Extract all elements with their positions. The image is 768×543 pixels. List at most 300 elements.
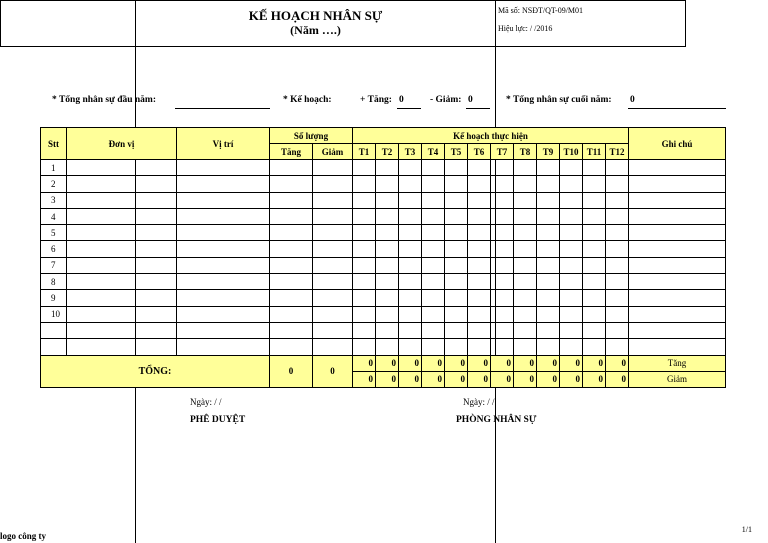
table-cell[interactable] (537, 208, 560, 224)
page-number: 1/1 (741, 525, 752, 534)
table-cell[interactable] (629, 225, 726, 241)
increase-field[interactable] (397, 108, 421, 109)
table-cell[interactable] (353, 339, 376, 356)
table-cell[interactable] (422, 192, 445, 208)
table-cell[interactable] (606, 208, 629, 224)
row-stt: 9 (41, 290, 67, 306)
table-cell[interactable] (537, 225, 560, 241)
col-header-month: T9 (537, 144, 560, 160)
month-total-decrease: 0 (445, 371, 468, 387)
month-total-increase: 0 (491, 355, 514, 371)
row-stt (41, 322, 67, 339)
table-cell[interactable] (491, 192, 514, 208)
table-cell[interactable] (313, 192, 353, 208)
table-row (41, 176, 726, 192)
table-cell[interactable] (313, 306, 353, 322)
table-cell[interactable] (491, 160, 514, 176)
table-row (41, 257, 726, 273)
col-header-month: T5 (445, 144, 468, 160)
table-cell[interactable] (583, 339, 606, 356)
table-cell[interactable] (177, 274, 270, 290)
table-cell[interactable] (422, 290, 445, 306)
table-cell[interactable] (491, 241, 514, 257)
table-cell[interactable] (606, 290, 629, 306)
table-cell[interactable] (606, 192, 629, 208)
table-cell[interactable] (560, 274, 583, 290)
total-row-increase (41, 355, 726, 371)
table-cell[interactable] (560, 339, 583, 356)
month-total-increase: 0 (468, 355, 491, 371)
row-stt: 7 (41, 257, 67, 273)
col-header-quantity: Số lượng (270, 128, 353, 144)
table-cell[interactable] (629, 339, 726, 356)
month-total-increase: 0 (353, 355, 376, 371)
table-cell[interactable] (583, 160, 606, 176)
table-cell[interactable] (560, 306, 583, 322)
row-stt: 4 (41, 208, 67, 224)
table-cell[interactable] (629, 274, 726, 290)
table-cell[interactable] (514, 322, 537, 339)
table-cell[interactable] (313, 241, 353, 257)
table-cell[interactable] (537, 274, 560, 290)
table-cell[interactable] (353, 274, 376, 290)
table-cell[interactable] (445, 322, 468, 339)
table-cell[interactable] (514, 274, 537, 290)
table-cell[interactable] (177, 322, 270, 339)
table-row (41, 241, 726, 257)
table-cell[interactable] (177, 208, 270, 224)
end-headcount-value: 0 (630, 95, 635, 105)
col-header-month: T11 (583, 144, 606, 160)
table-cell[interactable] (270, 225, 313, 241)
table-cell[interactable] (270, 290, 313, 306)
table-cell[interactable] (583, 208, 606, 224)
table-cell[interactable] (177, 225, 270, 241)
increase-label: + Tăng: (360, 95, 392, 105)
table-cell[interactable] (468, 192, 491, 208)
total-label: TỔNG: (41, 355, 270, 387)
total-decrease: 0 (313, 355, 353, 387)
row-stt: 5 (41, 225, 67, 241)
table-cell[interactable] (514, 225, 537, 241)
hr-signature-label: PHÒNG NHÂN SỰ (456, 415, 537, 425)
table-cell[interactable] (270, 322, 313, 339)
table-cell[interactable] (468, 274, 491, 290)
table-cell[interactable] (67, 225, 177, 241)
document-title: KẾ HOẠCH NHÂN SỰ (248, 8, 383, 23)
table-cell[interactable] (468, 176, 491, 192)
table-cell[interactable] (353, 225, 376, 241)
table-cell[interactable] (313, 160, 353, 176)
table-row (41, 290, 726, 306)
table-cell[interactable] (177, 339, 270, 356)
table-cell[interactable] (583, 241, 606, 257)
table-cell[interactable] (583, 274, 606, 290)
table-cell[interactable] (177, 241, 270, 257)
table-cell[interactable] (376, 290, 399, 306)
table-cell[interactable] (606, 160, 629, 176)
table-cell[interactable] (491, 322, 514, 339)
table-cell[interactable] (514, 290, 537, 306)
table-cell[interactable] (583, 257, 606, 273)
table-cell[interactable] (514, 339, 537, 356)
table-cell[interactable] (422, 176, 445, 192)
table-cell[interactable] (399, 339, 422, 356)
table-cell[interactable] (560, 160, 583, 176)
table-cell[interactable] (445, 176, 468, 192)
table-cell[interactable] (422, 274, 445, 290)
table-cell[interactable] (583, 306, 606, 322)
table-cell[interactable] (177, 192, 270, 208)
table-row (41, 322, 726, 339)
month-total-decrease: 0 (399, 371, 422, 387)
table-cell[interactable] (399, 241, 422, 257)
table-cell[interactable] (422, 225, 445, 241)
month-total-decrease: 0 (422, 371, 445, 387)
table-cell[interactable] (270, 241, 313, 257)
table-cell[interactable] (445, 274, 468, 290)
table-cell[interactable] (629, 160, 726, 176)
month-total-increase: 0 (606, 355, 629, 371)
table-cell[interactable] (422, 339, 445, 356)
table-cell[interactable] (177, 306, 270, 322)
col-header-month: T2 (376, 144, 399, 160)
table-cell[interactable] (514, 176, 537, 192)
table-cell[interactable] (560, 257, 583, 273)
table-cell[interactable] (606, 176, 629, 192)
col-header-month: T6 (468, 144, 491, 160)
table-cell[interactable] (491, 306, 514, 322)
end-headcount-field[interactable] (628, 108, 726, 109)
table-cell[interactable] (629, 257, 726, 273)
table-cell[interactable] (445, 241, 468, 257)
table-cell[interactable] (629, 290, 726, 306)
table-cell[interactable] (353, 322, 376, 339)
table-cell[interactable] (491, 290, 514, 306)
table-cell[interactable] (560, 176, 583, 192)
table-cell[interactable] (376, 225, 399, 241)
table-cell[interactable] (376, 257, 399, 273)
table-cell[interactable] (270, 274, 313, 290)
table-cell[interactable] (422, 241, 445, 257)
table-cell[interactable] (270, 208, 313, 224)
month-total-decrease: 0 (376, 371, 399, 387)
table-cell[interactable] (177, 257, 270, 273)
table-cell[interactable] (399, 322, 422, 339)
table-cell[interactable] (583, 290, 606, 306)
table-cell[interactable] (313, 322, 353, 339)
note-decrease: Giảm (629, 371, 726, 387)
table-cell[interactable] (629, 176, 726, 192)
month-total-increase: 0 (445, 355, 468, 371)
plan-label: * Kế hoạch: (283, 95, 332, 105)
table-cell[interactable] (67, 241, 177, 257)
table-cell[interactable] (67, 306, 177, 322)
document-code: Mã số: NSĐT/QT-09/M01 (498, 6, 584, 15)
table-cell[interactable] (353, 208, 376, 224)
row-stt: 6 (41, 241, 67, 257)
table-cell[interactable] (629, 241, 726, 257)
row-stt: 8 (41, 274, 67, 290)
table-cell[interactable] (629, 306, 726, 322)
col-header-increase: Tăng (270, 144, 313, 160)
month-total-increase: 0 (537, 355, 560, 371)
col-header-month: T1 (353, 144, 376, 160)
table-cell[interactable] (560, 208, 583, 224)
table-cell[interactable] (606, 322, 629, 339)
table-cell[interactable] (445, 192, 468, 208)
table-cell[interactable] (422, 257, 445, 273)
table-cell[interactable] (445, 225, 468, 241)
table-cell[interactable] (399, 192, 422, 208)
table-cell[interactable] (445, 339, 468, 356)
month-total-decrease: 0 (491, 371, 514, 387)
table-cell[interactable] (537, 322, 560, 339)
table-cell[interactable] (445, 257, 468, 273)
table-cell[interactable] (514, 241, 537, 257)
col-header-position: Vị trí (177, 128, 270, 160)
table-cell[interactable] (537, 257, 560, 273)
row-stt: 1 (41, 160, 67, 176)
table-cell[interactable] (606, 306, 629, 322)
document-year: (Năm ….) (290, 23, 341, 37)
table-cell[interactable] (353, 306, 376, 322)
company-logo-text: logo công ty (0, 531, 46, 541)
total-increase: 0 (270, 355, 313, 387)
table-row (41, 306, 726, 322)
month-total-decrease: 0 (560, 371, 583, 387)
table-cell[interactable] (491, 339, 514, 356)
table-cell[interactable] (445, 306, 468, 322)
table-cell[interactable] (67, 160, 177, 176)
col-header-stt: Stt (41, 128, 67, 160)
month-total-increase: 0 (514, 355, 537, 371)
col-header-plan: Kế hoạch thực hiện (353, 128, 629, 144)
table-cell[interactable] (583, 192, 606, 208)
month-total-decrease: 0 (606, 371, 629, 387)
month-total-increase: 0 (560, 355, 583, 371)
table-cell[interactable] (313, 290, 353, 306)
table-cell[interactable] (514, 306, 537, 322)
col-header-month: T3 (399, 144, 422, 160)
table-cell[interactable] (491, 257, 514, 273)
table-cell[interactable] (422, 306, 445, 322)
table-cell[interactable] (560, 290, 583, 306)
table-cell[interactable] (353, 160, 376, 176)
table-cell[interactable] (606, 257, 629, 273)
table-cell[interactable] (537, 160, 560, 176)
table-cell[interactable] (583, 225, 606, 241)
table-cell[interactable] (445, 208, 468, 224)
staffing-plan-table (40, 127, 726, 388)
table-cell[interactable] (468, 160, 491, 176)
table-cell[interactable] (537, 339, 560, 356)
table-cell[interactable] (422, 208, 445, 224)
table-cell[interactable] (353, 257, 376, 273)
table-cell[interactable] (606, 225, 629, 241)
table-cell[interactable] (537, 290, 560, 306)
table-cell[interactable] (177, 176, 270, 192)
table-cell[interactable] (353, 176, 376, 192)
month-total-decrease: 0 (537, 371, 560, 387)
document-validity: Hiệu lực: / /2016 (498, 24, 553, 33)
table-cell[interactable] (376, 160, 399, 176)
table-cell[interactable] (353, 241, 376, 257)
start-headcount-label: * Tổng nhân sự đầu năm: (52, 95, 156, 105)
table-cell[interactable] (514, 192, 537, 208)
table-cell[interactable] (560, 225, 583, 241)
row-stt (41, 339, 67, 356)
table-cell[interactable] (177, 290, 270, 306)
table-cell[interactable] (491, 176, 514, 192)
table-cell[interactable] (560, 192, 583, 208)
table-cell[interactable] (514, 160, 537, 176)
col-header-unit: Đơn vị (67, 128, 177, 160)
table-cell[interactable] (67, 192, 177, 208)
month-total-decrease: 0 (583, 371, 606, 387)
hr-date: Ngày: / / (463, 397, 495, 407)
table-cell[interactable] (422, 160, 445, 176)
increase-value: 0 (399, 95, 404, 105)
col-header-month: T4 (422, 144, 445, 160)
table-cell[interactable] (399, 208, 422, 224)
decrease-label: - Giảm: (430, 95, 462, 105)
note-increase: Tăng (629, 355, 726, 371)
table-cell[interactable] (376, 208, 399, 224)
table-cell[interactable] (270, 306, 313, 322)
table-cell[interactable] (376, 322, 399, 339)
table-cell[interactable] (583, 176, 606, 192)
table-cell[interactable] (537, 176, 560, 192)
table-cell[interactable] (353, 290, 376, 306)
col-header-note: Ghi chú (629, 128, 726, 160)
table-cell[interactable] (629, 192, 726, 208)
table-cell[interactable] (270, 339, 313, 356)
month-total-increase: 0 (376, 355, 399, 371)
table-cell[interactable] (67, 339, 177, 356)
table-cell[interactable] (313, 274, 353, 290)
table-cell[interactable] (270, 192, 313, 208)
table-cell[interactable] (606, 339, 629, 356)
table-cell[interactable] (514, 257, 537, 273)
table-cell[interactable] (270, 176, 313, 192)
table-cell[interactable] (399, 176, 422, 192)
table-row (41, 192, 726, 208)
table-cell[interactable] (468, 306, 491, 322)
table-cell[interactable] (399, 306, 422, 322)
table-cell[interactable] (583, 322, 606, 339)
table-cell[interactable] (177, 160, 270, 176)
table-cell[interactable] (468, 225, 491, 241)
table-cell[interactable] (514, 208, 537, 224)
end-headcount-label: * Tổng nhân sự cuối năm: (506, 95, 612, 105)
table-cell[interactable] (67, 257, 177, 273)
table-row (41, 225, 726, 241)
table-cell[interactable] (399, 290, 422, 306)
table-cell[interactable] (537, 241, 560, 257)
table-cell[interactable] (629, 208, 726, 224)
table-cell[interactable] (313, 257, 353, 273)
approve-signature-label: PHÊ DUYỆT (190, 415, 246, 425)
table-cell[interactable] (537, 192, 560, 208)
table-row (41, 160, 726, 176)
table-cell[interactable] (270, 257, 313, 273)
table-cell[interactable] (629, 322, 726, 339)
row-stt: 3 (41, 192, 67, 208)
table-cell[interactable] (376, 306, 399, 322)
table-cell[interactable] (67, 176, 177, 192)
col-header-decrease: Giảm (313, 144, 353, 160)
approve-date: Ngày: / / (190, 397, 222, 407)
table-cell[interactable] (399, 257, 422, 273)
month-total-decrease: 0 (514, 371, 537, 387)
table-cell[interactable] (422, 322, 445, 339)
col-header-month: T10 (560, 144, 583, 160)
table-cell[interactable] (376, 176, 399, 192)
month-total-increase: 0 (399, 355, 422, 371)
table-row (41, 208, 726, 224)
table-cell[interactable] (313, 208, 353, 224)
col-header-month: T12 (606, 144, 629, 160)
table-cell[interactable] (67, 322, 177, 339)
table-cell[interactable] (468, 241, 491, 257)
table-cell[interactable] (491, 225, 514, 241)
table-cell[interactable] (468, 322, 491, 339)
table-cell[interactable] (67, 274, 177, 290)
col-header-month: T8 (514, 144, 537, 160)
table-row (41, 274, 726, 290)
table-cell[interactable] (606, 274, 629, 290)
col-header-month: T7 (491, 144, 514, 160)
table-cell[interactable] (67, 290, 177, 306)
table-cell[interactable] (560, 322, 583, 339)
table-cell[interactable] (313, 225, 353, 241)
row-stt: 10 (41, 306, 67, 322)
table-cell[interactable] (376, 241, 399, 257)
table-cell[interactable] (491, 274, 514, 290)
table-row (41, 339, 726, 356)
table-cell[interactable] (468, 339, 491, 356)
table-cell[interactable] (376, 192, 399, 208)
table-cell[interactable] (399, 274, 422, 290)
table-cell[interactable] (560, 241, 583, 257)
row-stt: 2 (41, 176, 67, 192)
table-cell[interactable] (468, 208, 491, 224)
table-cell[interactable] (313, 339, 353, 356)
month-total-decrease: 0 (353, 371, 376, 387)
table-cell[interactable] (353, 192, 376, 208)
table-cell[interactable] (399, 160, 422, 176)
table-cell[interactable] (606, 241, 629, 257)
table-cell[interactable] (399, 225, 422, 241)
table-cell[interactable] (445, 160, 468, 176)
table-cell[interactable] (468, 290, 491, 306)
decrease-field[interactable] (466, 108, 490, 109)
table-cell[interactable] (491, 208, 514, 224)
table-cell[interactable] (537, 306, 560, 322)
table-cell[interactable] (376, 274, 399, 290)
decrease-value: 0 (468, 95, 473, 105)
table-cell[interactable] (67, 208, 177, 224)
table-cell[interactable] (468, 257, 491, 273)
table-cell[interactable] (270, 160, 313, 176)
table-cell[interactable] (313, 176, 353, 192)
month-total-increase: 0 (422, 355, 445, 371)
month-total-increase: 0 (583, 355, 606, 371)
start-headcount-field[interactable] (175, 108, 270, 109)
table-cell[interactable] (445, 290, 468, 306)
table-cell[interactable] (376, 339, 399, 356)
